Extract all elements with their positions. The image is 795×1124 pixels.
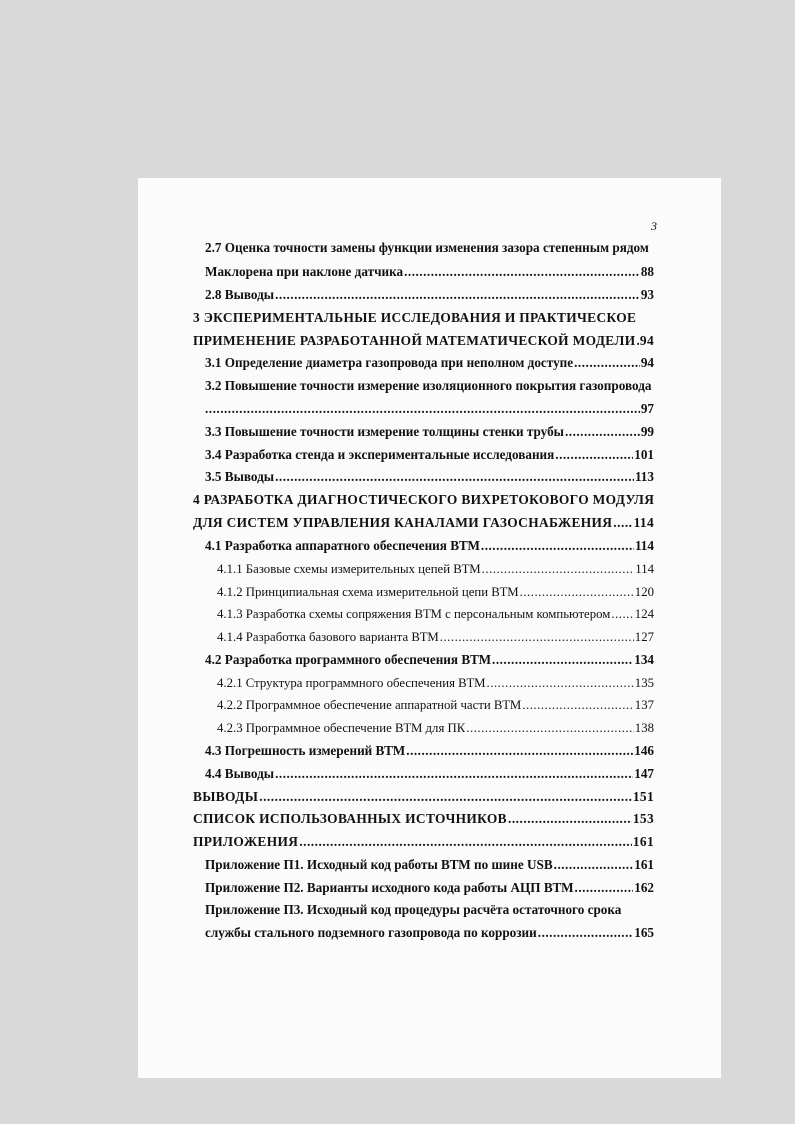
dot-leader: [275, 766, 633, 782]
dot-leader: [466, 720, 633, 736]
toc-entry-text: 4.2.2 Программное обеспечение аппаратной части ВТМ: [217, 698, 522, 712]
toc-entry: [205, 538, 654, 554]
toc-entry-text: 3.5 Выводы: [205, 469, 275, 484]
toc-entry: [205, 652, 654, 668]
toc-entry-text: ВЫВОДЫ: [193, 789, 259, 804]
toc-entry: [205, 287, 654, 303]
dot-leader: [508, 811, 632, 827]
toc-entry: [205, 743, 654, 759]
toc-entry: [217, 584, 654, 600]
dot-leader: [613, 515, 632, 531]
dot-leader: [205, 401, 640, 417]
toc-entry-page: 88: [640, 264, 654, 279]
dot-leader: [611, 606, 633, 622]
toc-entry: [217, 697, 654, 713]
dot-leader: [538, 925, 633, 941]
toc-entry-text: 4.1.3 Разработка схемы сопряжения ВТМ с персональным компьютером: [217, 607, 611, 621]
toc-entry: [193, 789, 654, 805]
toc-entry: [205, 925, 654, 941]
toc-entry: [193, 310, 636, 326]
toc-entry-text: 3 ЭКСПЕРИМЕНТАЛЬНЫЕ ИССЛЕДОВАНИЯ И ПРАКТИЧЕСКОЕ: [193, 310, 637, 325]
dot-leader: [481, 538, 634, 554]
toc-entry-page: 151: [632, 789, 654, 804]
dot-leader: [575, 880, 634, 896]
toc-entry-page: 161: [634, 857, 654, 872]
toc-entry-text: Приложение П3. Исходный код процедуры расчёта остаточного срока: [205, 902, 622, 917]
toc-entry: [193, 333, 654, 349]
toc-entry-text: 4 РАЗРАБОТКА ДИАГНОСТИЧЕСКОГО ВИХРЕТОКОВОГО МОДУЛЯ: [193, 492, 655, 507]
dot-leader: [299, 834, 632, 850]
toc-entry-page: 114: [635, 562, 654, 576]
toc-entry-text: 2.8 Выводы: [205, 287, 275, 302]
toc-entry: [205, 447, 654, 463]
dot-leader: [406, 743, 633, 759]
toc-entry-page: 165: [634, 925, 654, 940]
toc-entry-page: 153: [632, 811, 654, 826]
toc-entry-page: 97: [640, 401, 654, 416]
toc-entry: [205, 378, 652, 394]
toc-entry-text: СПИСОК ИСПОЛЬЗОВАННЫХ ИСТОЧНИКОВ: [193, 811, 507, 826]
toc-entry-page: 124: [634, 607, 654, 621]
toc-entry-page: 146: [634, 743, 654, 758]
toc-entry: [217, 629, 654, 645]
toc-entry: [205, 857, 654, 873]
toc-entry-text: 4.4 Выводы: [205, 766, 275, 781]
toc-entry: [217, 720, 654, 736]
toc-entry-page: 127: [634, 630, 654, 644]
dot-leader: [492, 652, 633, 668]
toc-entry: [205, 424, 654, 440]
toc-entry: [205, 880, 654, 896]
toc-entry-text: 2.7 Оценка точности замены функции изменения зазора степенным рядом: [205, 240, 649, 255]
toc-entry: [217, 561, 654, 577]
dot-leader: [555, 447, 633, 463]
toc-entry-text: 3.1 Определение диаметра газопровода при неполном доступе: [205, 355, 574, 370]
toc-entry-page: 94: [640, 355, 654, 370]
toc-entry-page: 135: [634, 676, 654, 690]
dot-leader: [522, 697, 633, 713]
dot-leader: [259, 789, 632, 805]
toc-entry-page: 137: [634, 698, 654, 712]
toc-entry-text: 4.1.4 Разработка базового варианта ВТМ: [217, 630, 439, 644]
toc-entry: [205, 240, 649, 256]
toc-entry-text: Приложение П1. Исходный код работы ВТМ по шине USB: [205, 857, 553, 872]
toc-entry-page: 120: [634, 585, 654, 599]
toc-entry-text: 4.1.1 Базовые схемы измерительных цепей ВТМ: [217, 562, 481, 576]
toc-entry: [205, 401, 654, 417]
toc-entry-page: 94: [639, 333, 654, 348]
toc-entry-text: службы стального подземного газопровода по коррозии: [205, 925, 537, 940]
toc-entry: [205, 766, 654, 782]
toc-entry: [205, 264, 654, 280]
toc-entry-page: 114: [634, 538, 654, 553]
dot-leader: [520, 584, 634, 600]
toc-entry-text: 4.2.1 Структура программного обеспечения ВТМ: [217, 676, 486, 690]
toc-entry-text: 4.1.2 Принципиальная схема измерительной цепи ВТМ: [217, 585, 519, 599]
toc-entry-text: ДЛЯ СИСТЕМ УПРАВЛЕНИЯ КАНАЛАМИ ГАЗОСНАБЖЕНИЯ: [193, 515, 613, 530]
toc-entry-text: Приложение П2. Варианты исходного кода работы АЦП ВТМ: [205, 880, 574, 895]
toc-entry: [205, 355, 654, 371]
toc-entry-text: Маклорена при наклоне датчика: [205, 264, 404, 279]
toc-entry-page: 113: [634, 469, 654, 484]
dot-leader: [636, 333, 638, 349]
dot-leader: [275, 469, 634, 485]
toc-entry-text: 4.3 Погрешность измерений ВТМ: [205, 743, 406, 758]
toc-entry-text: 4.1 Разработка аппаратного обеспечения ВТМ: [205, 538, 480, 553]
toc-entry-page: 147: [634, 766, 654, 781]
toc-entry-text: 3.3 Повышение точности измерение толщины стенки трубы: [205, 424, 564, 439]
dot-leader: [404, 264, 640, 280]
toc-entry-page: 114: [633, 515, 654, 530]
dot-leader: [574, 355, 640, 371]
toc-entry-text: 4.2 Разработка программного обеспечения ВТМ: [205, 652, 492, 667]
toc-entry-page: 99: [640, 424, 654, 439]
toc-entry: [217, 675, 654, 691]
toc-entry: [205, 469, 654, 485]
toc-entry: [193, 492, 654, 508]
toc-entry-page: 162: [634, 880, 654, 895]
toc-entry-page: 93: [640, 287, 654, 302]
dot-leader: [487, 675, 634, 691]
dot-leader: [482, 561, 635, 577]
dot-leader: [275, 287, 640, 303]
toc-entry-text: 3.2 Повышение точности измерение изоляционного покрытия газопровода: [205, 378, 652, 393]
dot-leader: [440, 629, 634, 645]
toc-entry-text: ПРИЛОЖЕНИЯ: [193, 834, 299, 849]
toc-entry-text: 3.4 Разработка стенда и экспериментальные исследования: [205, 447, 555, 462]
toc-entry-text: 4.2.3 Программное обеспечение ВТМ для ПК: [217, 721, 466, 735]
toc-entry: [193, 834, 654, 850]
toc-entry: [193, 515, 654, 531]
toc-entry: [205, 902, 621, 918]
dot-leader: [554, 857, 634, 873]
page-number: 3: [651, 219, 657, 233]
toc-entry-page: 101: [634, 447, 654, 462]
toc-entry: [217, 606, 654, 622]
dot-leader: [565, 424, 640, 440]
toc-entry: [193, 811, 654, 827]
toc-entry-page: 134: [634, 652, 654, 667]
toc-entry-page: 161: [632, 834, 654, 849]
toc-entry-page: 138: [634, 721, 654, 735]
toc-entry-text: ПРИМЕНЕНИЕ РАЗРАБОТАННОЙ МАТЕМАТИЧЕСКОЙ МОДЕЛИ: [193, 333, 636, 348]
